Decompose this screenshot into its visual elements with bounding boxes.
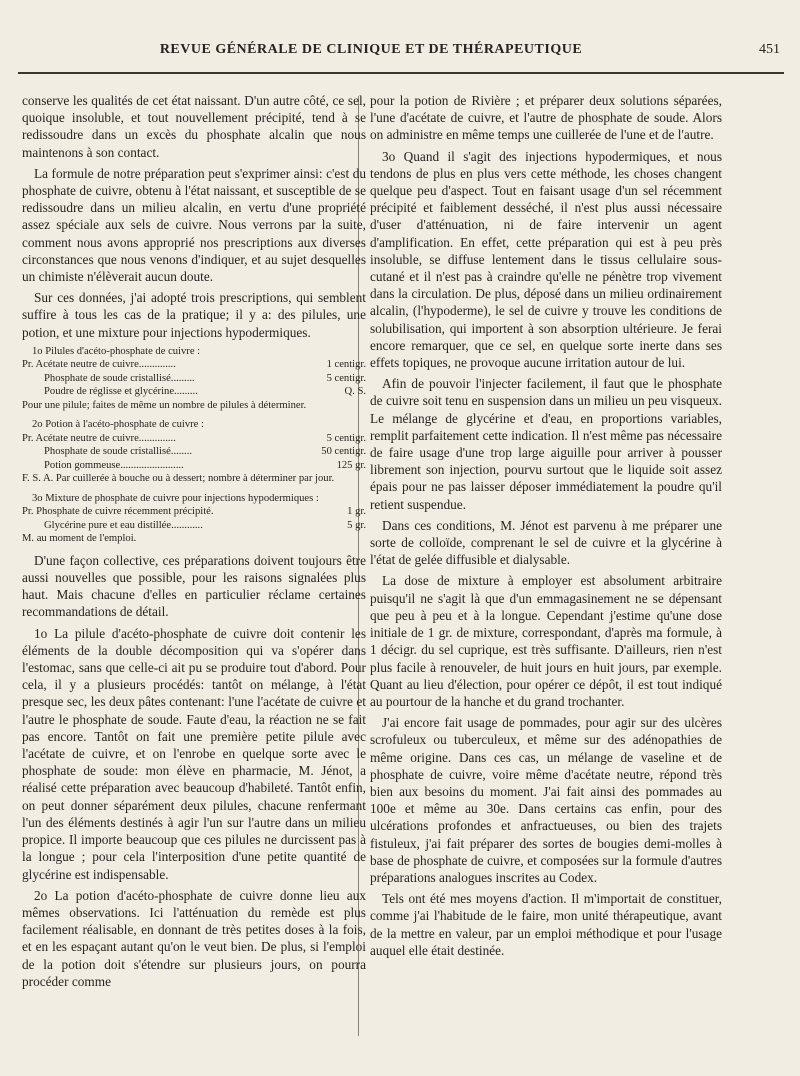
paragraph: D'une façon collective, ces préparations doivent toujours être aussi nouvelles que possible, pour les raisons signalées plus haut. Mais chacune d'elles en particulier réclame certaines recommandations de détail. <box>22 552 366 620</box>
ingredient-quantity: Q. S. <box>344 386 366 398</box>
prescription-note: M. au moment de l'emploi. <box>22 533 137 545</box>
paragraph: La dose de mixture à employer est absolument arbitraire puisqu'il ne s'agit là que d'un emmagasinement ne se dépensant que peu à peu et à la longue. Cependant j'estime qu'une dose initiale de 1 gr. de mixture, correspondant, d'après ma formule, à 1 décigr. du sel cuprique, est très suffisante. D'ailleurs, rien n'est plus facile à renouveler, de huit jours en huit jours, par exemple. Quant au lieu d'élection, pour opérer ce dépôt, il est tout indiqué au pourtour de la hanche et du grand trochanter. <box>370 573 722 709</box>
ingredient-quantity: 1 centigr. <box>326 359 366 371</box>
ingredient-quantity: 5 centigr. <box>326 432 366 444</box>
prescription-note: Pour une pilule; faites de même un nombre de pilules à déterminer. <box>22 399 307 411</box>
paragraph: conserve les qualités de cet état naissant. D'un autre côté, ce sel, quoique insoluble, et tout nouvellement précipité, tend à se redissoudre dans un excès du phosphate alcalin que nous maintenons à son contact. <box>22 93 366 160</box>
paragraph: Sur ces données, j'ai adopté trois prescriptions, qui semblent suffire à tous les cas de la pratique; il y a: des pilules, une potion, et une mixture pour injections hypodermiques. <box>22 290 366 340</box>
page-header <box>18 36 784 64</box>
ingredient-name: Phosphate de soude cristallisé........ <box>44 446 192 458</box>
header-rule <box>18 72 784 74</box>
running-title: REVUE GÉNÉRALE DE CLINIQUE ET DE THÉRAPEUTIQUE <box>159 42 583 57</box>
ingredient-name: Poudre de réglisse et glycérine......... <box>44 386 198 398</box>
ingredient-line <box>22 459 366 473</box>
paragraph: pour la potion de Rivière ; et préparer deux solutions séparées, l'une d'acétate de cuivre, et l'autre de phosphate de soude. Alors on administre en même temps une cuillerée de l'une et de l'autre. <box>370 93 722 143</box>
ingredient-name: Pr. Phosphate de cuivre récemment précipité. <box>22 506 214 518</box>
prescription-potion <box>22 418 366 486</box>
paragraph: 1o La pilule d'acéto-phosphate de cuivre doit contenir les éléments de la double décomposition qui va s'opérer dans l'estomac, sans que celle-ci ait pu se produire tout d'abord. Pour cela, il y a plusieurs procédés: tantôt on mélange, à l'état presque sec, les deux pâtes contenant: l'une l'acétate de cuivre et l'autre le phosphate de soude. Faute d'eau, la réaction ne se fait pas encore. Tantôt on fait une première petite pilule avec l'acétate de cuivre, et on l'enrobe en quelque sorte avec le phosphate de soude: mon élève en pharmacie, M. Jénot, a réalisé cette préparation avec beaucoup d'habileté. Tantôt enfin, on peut donner séparément deux pilules, chacune renfermant l'un des éléments destinés à agir l'un sur l'autre dans un milieu propice. Il importe beaucoup que ces pilules ne durcissent pas à la longue ; pour cela l'interposition d'une petite quantité de glycérine est indispensable. <box>22 625 366 882</box>
paragraph: Afin de pouvoir l'injecter facilement, il faut que le phosphate de cuivre soit tenu en suspension dans un milieu un peu visqueux. Le mélange de glycérine et d'eau, en proportions variables, remplit parfaitement cette indication. Il n'est même pas nécessaire de faire usage d'une trop large aiguille pour arriver à pousser librement son injection, pourvu surtout que le liquide soit assez épais pour ne pas laisser déposer immédiatement la poudre qu'il retient suspendue. <box>370 376 722 512</box>
paragraph: 3o Quand il s'agit des injections hypodermiques, et nous tendons de plus en plus vers cette méthode, les choses changent quelque peu d'aspect. Tout en faisant usage d'un sel récemment précipité et faiblement desséché, il n'est plus aussi nécessaire d'user d'atténuation, ni de faire intervenir un agent d'amplification. En effet, cette préparation qui est à peu près insoluble, se diffuse lentement dans le tissus cellulaire sous-cutané et il n'est pas à craindre qu'elle ne pénètre trop vivement dans la circulation. De plus, déposé dans un milieu ordinairement alcalin, (l'hypoderme), le sel de cuivre y trouve les conditions de solubilisation, qui importent à son absorption ultérieure. Je ferai encore remarquer, que ce sel, en quelque sorte inerte dans ses effets topiques, ne provoque aucune irritation autour de lui. <box>370 148 722 371</box>
ingredient-line <box>22 358 366 372</box>
ingredient-quantity: 5 gr. <box>347 519 366 531</box>
ingredient-quantity: 1 gr. <box>347 506 366 518</box>
prescription-heading: 2o Potion à l'acéto-phosphate de cuivre : <box>32 419 204 431</box>
ingredient-line <box>22 445 366 459</box>
ingredient-name: Phosphate de soude cristallisé......... <box>44 372 195 384</box>
ingredient-line <box>22 372 366 386</box>
ingredient-quantity: 125 gr. <box>336 459 366 471</box>
ingredient-quantity: 50 centigr. <box>321 446 366 458</box>
ingredient-line <box>22 519 366 533</box>
paragraph: J'ai encore fait usage de pommades, pour agir sur des ulcères scrofuleux ou tuberculeux, et même sur des adénopathies de même origine. Dans ces cas, un mélange de vaseline et de phosphate de cuivre, voire même d'acétate neutre, répond très bien aux besoins du moment. J'ai fait ainsi des pommades au 100e et même au 30e. Dans certains cas enfin, pour des ulcérations profondes et anfractueuses, ou bien des trajets fistuleux, j'ai fait préparer des sortes de bougies demi-molles à base de phosphate de cuivre, et composées sur la formule d'autres préparations analogues inscrites au Codex. <box>370 715 722 885</box>
ingredient-line <box>22 432 366 446</box>
paragraph: Tels ont été mes moyens d'action. Il m'importait de constituer, comme j'ai l'habitude de le faire, mon unité thérapeutique, avant de la mettre en valeur, par un emploi méthodique et pour l'usage auquel elle était destinée. <box>370 891 722 958</box>
ingredient-name: Potion gommeuse........................ <box>44 459 184 471</box>
prescription-pills <box>22 345 366 413</box>
prescription-heading: 1o Pilules d'acéto-phosphate de cuivre : <box>32 345 201 357</box>
ingredient-name: Pr. Acétate neutre de cuivre.............. <box>22 359 176 371</box>
ingredient-quantity: 5 centigr. <box>326 372 366 384</box>
paragraph: 2o La potion d'acéto-phosphate de cuivre donne lieu aux mêmes observations. Ici l'atténuation du remède est plus facilement réalisable, en donnant de très petites doses à la fois, et en les espaçant autant qu'on le veut bien. De plus, si l'emploi de la potion doit s'étendre sur plusieurs jours, on pourra procéder comme <box>22 887 366 989</box>
ingredient-name: Glycérine pure et eau distillée............ <box>44 519 203 531</box>
prescription-note: F. S. A. Par cuillerée à bouche ou à dessert; nombre à déterminer par jour. <box>22 473 335 485</box>
ingredient-name: Pr. Acétate neutre de cuivre.............. <box>22 432 176 444</box>
prescription-heading: 3o Mixture de phosphate de cuivre pour injections hypodermiques : <box>32 492 319 504</box>
ingredient-line <box>22 385 366 399</box>
left-column <box>22 92 366 994</box>
ingredient-line <box>22 505 366 519</box>
right-column <box>370 92 722 963</box>
prescription-mixture <box>22 492 366 546</box>
paragraph: La formule de notre préparation peut s'exprimer ainsi: c'est du phosphate de cuivre, obtenu à l'état naissant, et susceptible de se redissoudre dans un milieu alcalin, en vertu d'une propriété assez spéciale aux sels de cuivre. Nous verrons par la suite, comment nous avons approprié nos prescriptions aux diverses circonstances que nous venons d'indiquer, et au sujet desquelles un chimiste n'élèverait aucun doute. <box>22 165 366 285</box>
paragraph: Dans ces conditions, M. Jénot est parvenu à me préparer une sorte de colloïde, comprenant le sel de cuivre et la glycérine à l'état de gelée diffusible et dialysable. <box>370 517 722 568</box>
page-number: 451 <box>759 42 780 57</box>
